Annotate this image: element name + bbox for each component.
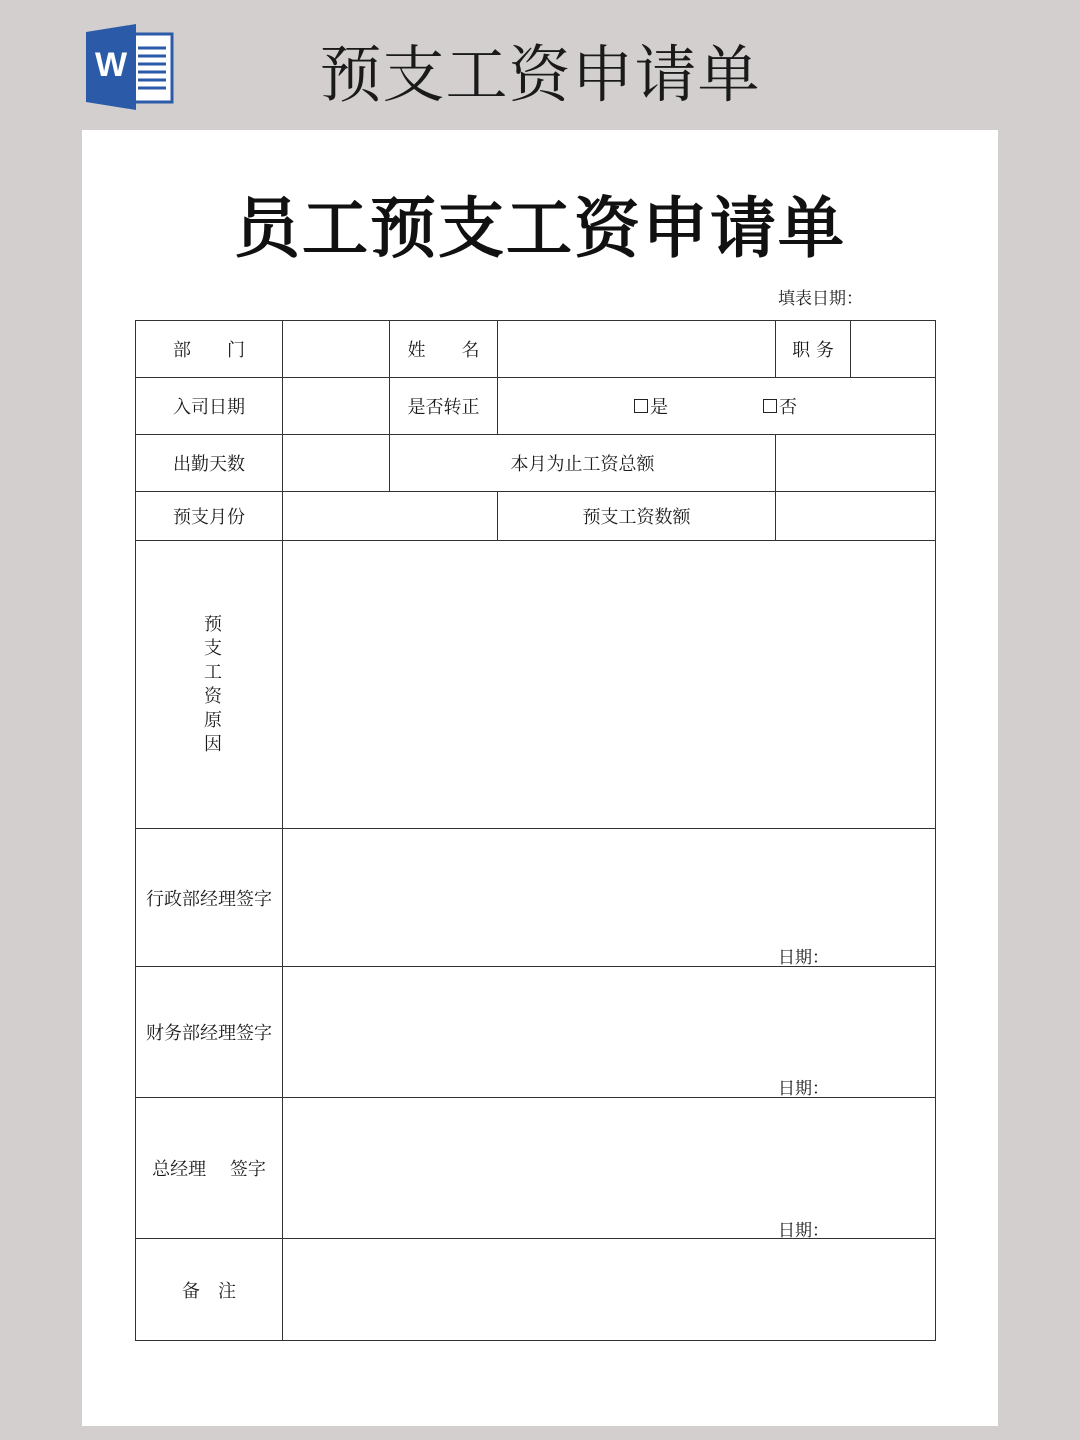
remarks-field[interactable] <box>283 1239 935 1340</box>
reason-label-char: 支 <box>204 637 222 659</box>
option-no-label: 否 <box>779 397 797 418</box>
reason-label-char: 工 <box>204 661 222 683</box>
advance-month-field[interactable] <box>283 492 497 540</box>
salary-total-field[interactable] <box>776 435 935 491</box>
document-title: 员工预支工资申请单 <box>234 189 846 267</box>
advance-amount-label: 预支工资数额 <box>582 507 691 528</box>
advance-amount-field[interactable] <box>776 492 935 540</box>
finance-manager-sign-label: 财务部经理签字 <box>146 1023 272 1044</box>
attendance-days-label: 出勤天数 <box>173 454 245 475</box>
reason-label <box>136 541 290 828</box>
reason-field[interactable] <box>283 541 935 828</box>
checkbox-icon[interactable] <box>763 399 777 413</box>
admin-manager-sign-field[interactable] <box>283 829 935 966</box>
regularized-label: 是否转正 <box>407 397 480 418</box>
admin-manager-sign-label: 行政部经理签字 <box>146 888 272 910</box>
finance-manager-sign-field[interactable] <box>283 967 935 1097</box>
department-label: 部 门 <box>173 340 245 361</box>
name-label: 姓 名 <box>407 340 480 361</box>
name-field[interactable] <box>498 321 775 377</box>
position-field[interactable] <box>851 321 935 377</box>
advance-month-label: 预支月份 <box>173 507 245 528</box>
admin-sign-date-label: 日期： <box>778 948 829 968</box>
general-manager-sign-label: 总经理 签字 <box>152 1159 266 1180</box>
remarks-label: 备 注 <box>182 1280 236 1302</box>
regularized-no-option[interactable] <box>763 395 797 417</box>
hire-date-field[interactable] <box>283 378 389 434</box>
hire-date-label: 入司日期 <box>173 397 245 418</box>
word-icon-letter: W <box>94 46 128 84</box>
checkbox-icon[interactable] <box>634 399 648 413</box>
attendance-days-field[interactable] <box>283 435 389 491</box>
reason-label-char: 因 <box>204 733 222 755</box>
regularized-yes-option[interactable] <box>634 395 668 417</box>
department-field[interactable] <box>283 321 389 377</box>
position-label: 职 务 <box>792 340 834 361</box>
general-sign-date-label: 日期： <box>778 1221 829 1241</box>
reason-label-char: 预 <box>204 613 222 635</box>
salary-total-label: 本月为止工资总额 <box>510 454 655 475</box>
reason-label-char: 原 <box>204 709 222 731</box>
banner-title: 预支工资申请单 <box>319 38 761 111</box>
fill-date-label: 填表日期： <box>778 289 863 309</box>
reason-label-char: 资 <box>204 685 222 707</box>
general-manager-sign-field[interactable] <box>283 1098 935 1238</box>
finance-sign-date-label: 日期： <box>778 1079 829 1099</box>
option-yes-label: 是 <box>650 397 668 418</box>
